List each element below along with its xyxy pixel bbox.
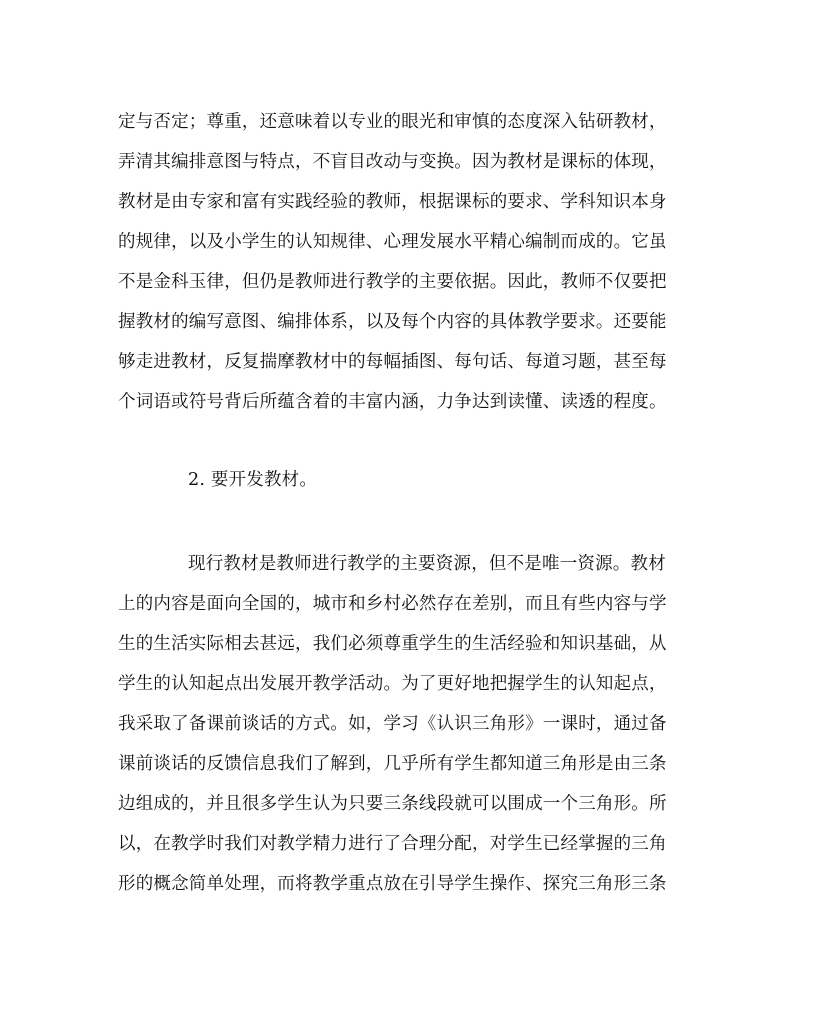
paragraph-1-line-5: 不是金科玉律，但仍是教师进行教学的主要依据。因此，教师不仅要把 bbox=[118, 272, 667, 292]
paragraph-1-line-6: 握教材的编写意图、编排体系，以及每个内容的具体教学要求。还要能 bbox=[118, 312, 667, 332]
paragraph-1-line-4: 的规律，以及小学生的认知规律、心理发展水平精心编制而成的。它虽 bbox=[118, 232, 667, 252]
paragraph-1-line-1: 定与否定；尊重，还意味着以专业的眼光和审慎的态度深入钻研教材， bbox=[118, 112, 667, 132]
paragraph-2-line-4: 学生的认知起点出发展开教学活动。为了更好地把握学生的认知起点， bbox=[118, 674, 667, 694]
paragraph-2-line-5: 我采取了备课前谈话的方式。如，学习《认识三角形》一课时，通过备 bbox=[118, 714, 667, 734]
section-heading-2: 2. 要开发教材。 bbox=[188, 470, 318, 490]
paragraph-2-line-9: 形的概念简单处理，而将教学重点放在引导学生操作、探究三角形三条 bbox=[118, 874, 667, 894]
paragraph-1-line-7: 够走进教材，反复揣摩教材中的每幅插图、每句话、每道习题，甚至每 bbox=[118, 352, 667, 372]
paragraph-2-line-3: 生的生活实际相去甚远，我们必须尊重学生的生活经验和知识基础，从 bbox=[118, 634, 667, 654]
paragraph-2-line-6: 课前谈话的反馈信息我们了解到，几乎所有学生都知道三角形是由三条 bbox=[118, 754, 667, 774]
paragraph-2-line-1: 现行教材是教师进行教学的主要资源，但不是唯一资源。教材 bbox=[188, 554, 666, 574]
paragraph-1-line-3: 教材是由专家和富有实践经验的教师，根据课标的要求、学科知识本身 bbox=[118, 192, 667, 212]
paragraph-2-line-2: 上的内容是面向全国的，城市和乡村必然存在差别，而且有些内容与学 bbox=[118, 594, 667, 614]
paragraph-2-line-8: 以，在教学时我们对教学精力进行了合理分配，对学生已经掌握的三角 bbox=[118, 834, 667, 854]
paragraph-1-line-2: 弄清其编排意图与特点，不盲目改动与变换。因为教材是课标的体现， bbox=[118, 152, 667, 172]
paragraph-1-line-8: 个词语或符号背后所蕴含着的丰富内涵，力争达到读懂、读透的程度。 bbox=[118, 392, 667, 412]
paragraph-2-line-7: 边组成的，并且很多学生认为只要三条线段就可以围成一个三角形。所 bbox=[118, 794, 667, 814]
